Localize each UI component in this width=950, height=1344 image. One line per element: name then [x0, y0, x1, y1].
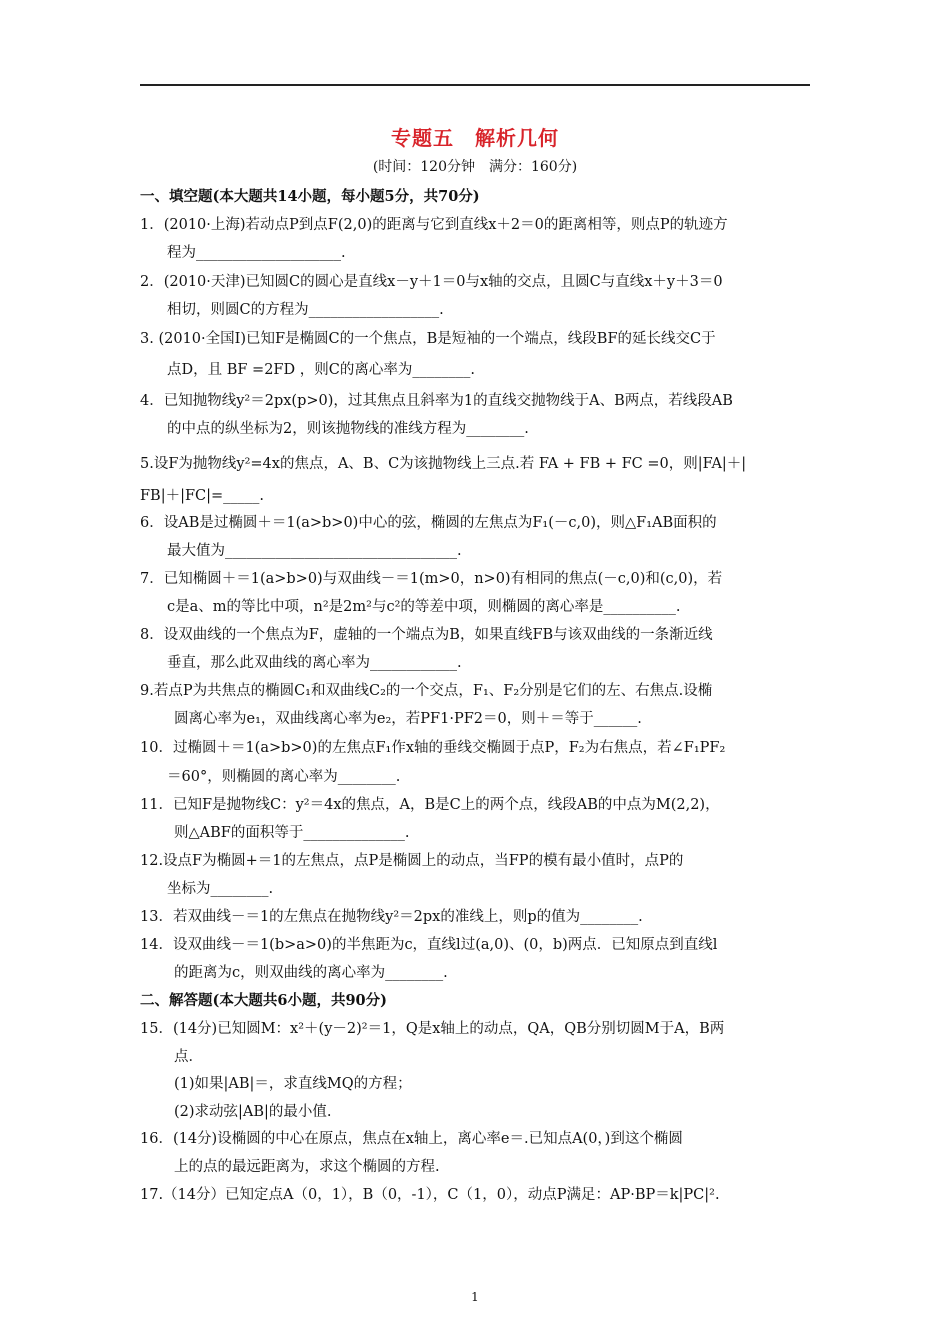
- question-line: 最大值为________________________________.: [167, 543, 462, 559]
- question-line: 11．已知F是抛物线C：y²＝4x的焦点，A，B是C上的两个点，线段AB的中点为M(2,2)，: [140, 797, 720, 813]
- question-line: 圆离心率为e₁，双曲线离心率为e₂，若PF1·PF2＝0，则＋＝等于______.: [174, 711, 642, 727]
- question-line: 8．设双曲线的一个焦点为F，虚轴的一个端点为B，如果直线FB与该双曲线的一条渐近线: [140, 627, 713, 643]
- question-line: 14．设双曲线－＝1(b>a>0)的半焦距为c，直线l过(a,0)、(0，b)两点．已知原点到直线l: [140, 937, 718, 953]
- question-line: 5.设F为抛物线y²=4x的焦点，A、B、C为该抛物线上三点.若 FA + FB + FC =0，则|FA|＋|: [140, 456, 747, 472]
- question-line: 10．过椭圆＋＝1(a>b>0)的左焦点F₁作x轴的垂线交椭圆于点P，F₂为右焦点，若∠F₁PF₂: [140, 740, 726, 756]
- section-heading-fill-blank: 一、填空题(本大题共14小题，每小题5分，共70分): [140, 188, 480, 205]
- section-heading-answers: 二、解答题(本大题共6小题，共90分): [140, 992, 387, 1009]
- question-line: 点．: [174, 1049, 203, 1065]
- question-line: 15．(14分)已知圆M：x²＋(y－2)²＝1，Q是x轴上的动点，QA，QB分别切圆M于A，B两: [140, 1021, 725, 1037]
- question-line: 2．(2010·天津)已知圆C的圆心是直线x－y＋1＝0与x轴的交点，且圆C与直线x＋y＋3＝0: [140, 274, 723, 290]
- question-line: 相切，则圆C的方程为__________________.: [167, 302, 444, 318]
- question-line: 则△ABF的面积等于______________.: [174, 825, 410, 841]
- question-line: (2)求动弦|AB|的最小值.: [174, 1104, 332, 1120]
- question-line: 13．若双曲线－＝1的左焦点在抛物线y²＝2px的准线上，则p的值为________.: [140, 909, 643, 925]
- page-number: 1: [471, 1290, 479, 1304]
- question-line: 16．(14分)设椭圆的中心在原点，焦点在x轴上，离心率e＝.已知点A(0，)到这个椭圆: [140, 1131, 683, 1147]
- page-title: 专题五 解析几何: [391, 126, 559, 150]
- question-line: 点D，且 BF =2FD ，则C的离心率为________.: [167, 362, 475, 378]
- question-line: c是a、m的等比中项，n²是2m²与c²的等差中项，则椭圆的离心率是__________.: [167, 599, 681, 615]
- question-line: 程为____________________.: [167, 245, 346, 261]
- question-line: 1．(2010·上海)若动点P到点F(2,0)的距离与它到直线x＋2＝0的距离相等，则点P的轨迹方: [140, 217, 728, 233]
- question-line: 9.若点P为共焦点的椭圆C₁和双曲线C₂的一个交点，F₁、F₂分别是它们的左、右焦点.设椭: [140, 683, 713, 699]
- question-line: 垂直，那么此双曲线的离心率为____________.: [167, 655, 462, 671]
- question-line: 3. (2010·全国Ⅰ)已知F是椭圆C的一个焦点，B是短袖的一个端点，线段BF的延长线交C于: [140, 331, 716, 347]
- question-line: FB|＋|FC|=_____.: [140, 488, 265, 504]
- page-subtitle: (时间：120分钟 满分：160分): [372, 159, 578, 175]
- question-line: 12.设点F为椭圆+＝1的左焦点，点P是椭圆上的动点，当FP的模有最小值时，点P的: [140, 853, 684, 869]
- question-line: 上的点的最远距离为，求这个椭圆的方程.: [174, 1159, 440, 1175]
- question-line: 的距离为c，则双曲线的离心率为________.: [174, 965, 448, 981]
- question-line: 的中点的纵坐标为2，则该抛物线的准线方程为________.: [167, 421, 529, 437]
- question-line: (1)如果|AB|＝，求直线MQ的方程；: [174, 1076, 412, 1092]
- question-line: 7．已知椭圆＋＝1(a>b>0)与双曲线－＝1(m>0，n>0)有相同的焦点(－c,0)和(c,0)，若: [140, 571, 723, 587]
- question-line: 6．设AB是过椭圆＋＝1(a>b>0)中心的弦，椭圆的左焦点为F₁(－c,0)，则△F₁AB面积的: [140, 515, 717, 531]
- top-rule: [140, 84, 810, 86]
- question-line: ＝60°，则椭圆的离心率为________.: [167, 769, 401, 785]
- question-line: 坐标为________.: [167, 881, 274, 897]
- question-line: 17.（14分）已知定点A（0，1），B（0，-1），C（1，0），动点P满足：AP·BP＝k|PC|².: [140, 1187, 720, 1203]
- question-line: 4．已知抛物线y²＝2px(p>0)，过其焦点且斜率为1的直线交抛物线于A、B两点，若线段AB: [140, 393, 733, 409]
